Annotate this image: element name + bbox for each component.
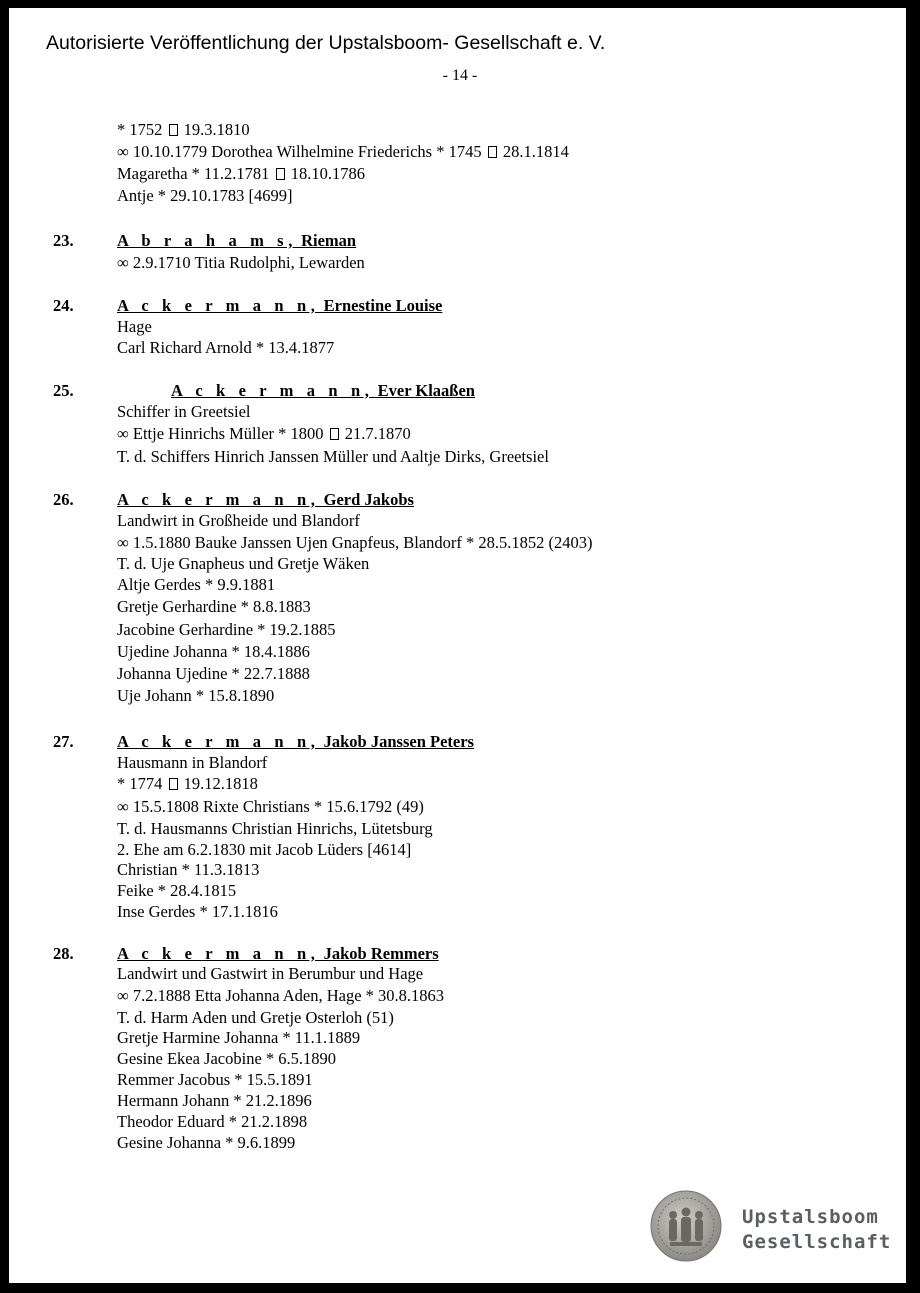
entry-line: ∞ Ettje Hinrichs Müller * 1800 21.7.1870 [117, 424, 411, 443]
document-header: Autorisierte Veröffentlichung der Upstalsboom- Gesellschaft e. V. [46, 32, 606, 54]
intro-line: Antje * 29.10.1783 [4699] [117, 186, 293, 205]
entry-line: Inse Gerdes * 17.1.1816 [117, 902, 278, 921]
entry-line: T. d. Uje Gnapheus und Gretje Wäken [117, 554, 370, 573]
entry-number: 24. [53, 296, 74, 315]
entry-number: 27. [53, 732, 74, 751]
entry-line: Carl Richard Arnold * 13.4.1877 [117, 338, 335, 357]
entry-line: Gretje Gerhardine * 8.8.1883 [117, 597, 311, 616]
entry-line: Schiffer in Greetsiel [117, 402, 251, 421]
death-symbol-icon [169, 778, 178, 790]
entry-name: A c k e r m a n n, Ever Klaaßen [171, 381, 475, 400]
death-symbol-icon [488, 146, 497, 158]
entry-line: * 1774 19.12.1818 [117, 774, 258, 793]
entry-number: 25. [53, 381, 74, 400]
logo-text-line2: Gesellschaft [742, 1231, 892, 1253]
entry-line: Theodor Eduard * 21.2.1898 [117, 1112, 308, 1131]
entry-line: Ujedine Johanna * 18.4.1886 [117, 642, 310, 661]
intro-line: * 1752 19.3.1810 [117, 120, 250, 139]
entry-line: 2. Ehe am 6.2.1830 mit Jacob Lüders [4614] [117, 840, 412, 859]
entry-line: Hermann Johann * 21.2.1896 [117, 1091, 312, 1110]
entry-name: A b r a h a m s, Rieman [117, 231, 357, 250]
entry-line: Gesine Johanna * 9.6.1899 [117, 1133, 296, 1152]
entry-name: A c k e r m a n n, Gerd Jakobs [117, 490, 414, 509]
intro-line: ∞ 10.10.1779 Dorothea Wilhelmine Friederichs * 1745 28.1.1814 [117, 142, 569, 161]
entry-line: T. d. Harm Aden und Gretje Osterloh (51) [117, 1008, 394, 1027]
entry-number: 26. [53, 490, 74, 509]
entry-line: Landwirt in Großheide und Blandorf [117, 511, 360, 530]
entry-name: A c k e r m a n n, Jakob Remmers [117, 944, 439, 963]
entry-name: A c k e r m a n n, Ernestine Louise [117, 296, 443, 315]
entry-line: Jacobine Gerhardine * 19.2.1885 [117, 620, 336, 639]
entry-line: Remmer Jacobus * 15.5.1891 [117, 1070, 313, 1089]
entry-line: Gesine Ekea Jacobine * 6.5.1890 [117, 1049, 337, 1068]
entry-line: ∞ 7.2.1888 Etta Johanna Aden, Hage * 30.8.1863 [117, 986, 445, 1005]
entry-line: Uje Johann * 15.8.1890 [117, 686, 275, 705]
entry-number: 23. [53, 231, 74, 250]
entry-line: Johanna Ujedine * 22.7.1888 [117, 664, 310, 683]
death-symbol-icon [169, 124, 178, 136]
entry-number: 28. [53, 944, 74, 963]
intro-line: Magaretha * 11.2.1781 18.10.1786 [117, 164, 365, 183]
death-symbol-icon [330, 428, 339, 440]
entry-line: ∞ 2.9.1710 Titia Rudolphi, Lewarden [117, 253, 365, 272]
page-number: - 14 - [442, 67, 478, 84]
logo-text-line1: Upstalsboom [742, 1206, 879, 1228]
entry-line: ∞ 15.5.1808 Rixte Christians * 15.6.1792 (49) [117, 797, 424, 816]
entry-line: T. d. Schiffers Hinrich Janssen Müller und Aaltje Dirks, Greetsiel [117, 447, 549, 466]
entry-line: Hage [117, 317, 152, 336]
entry-line: T. d. Hausmanns Christian Hinrichs, Lütetsburg [117, 819, 433, 838]
entry-line: Gretje Harmine Johanna * 11.1.1889 [117, 1028, 361, 1047]
entry-line: Hausmann in Blandorf [117, 753, 268, 772]
upstalsboom-seal-icon [650, 1190, 722, 1262]
entry-name: A c k e r m a n n, Jakob Janssen Peters [117, 732, 474, 751]
entry-line: Christian * 11.3.1813 [117, 860, 260, 879]
entry-line: Altje Gerdes * 9.9.1881 [117, 575, 276, 594]
entry-line: ∞ 1.5.1880 Bauke Janssen Ujen Gnapfeus, Blandorf * 28.5.1852 (2403) [117, 533, 593, 552]
death-symbol-icon [276, 168, 285, 180]
entry-line: Feike * 28.4.1815 [117, 881, 237, 900]
entry-line: Landwirt und Gastwirt in Berumbur und Hage [117, 964, 424, 983]
